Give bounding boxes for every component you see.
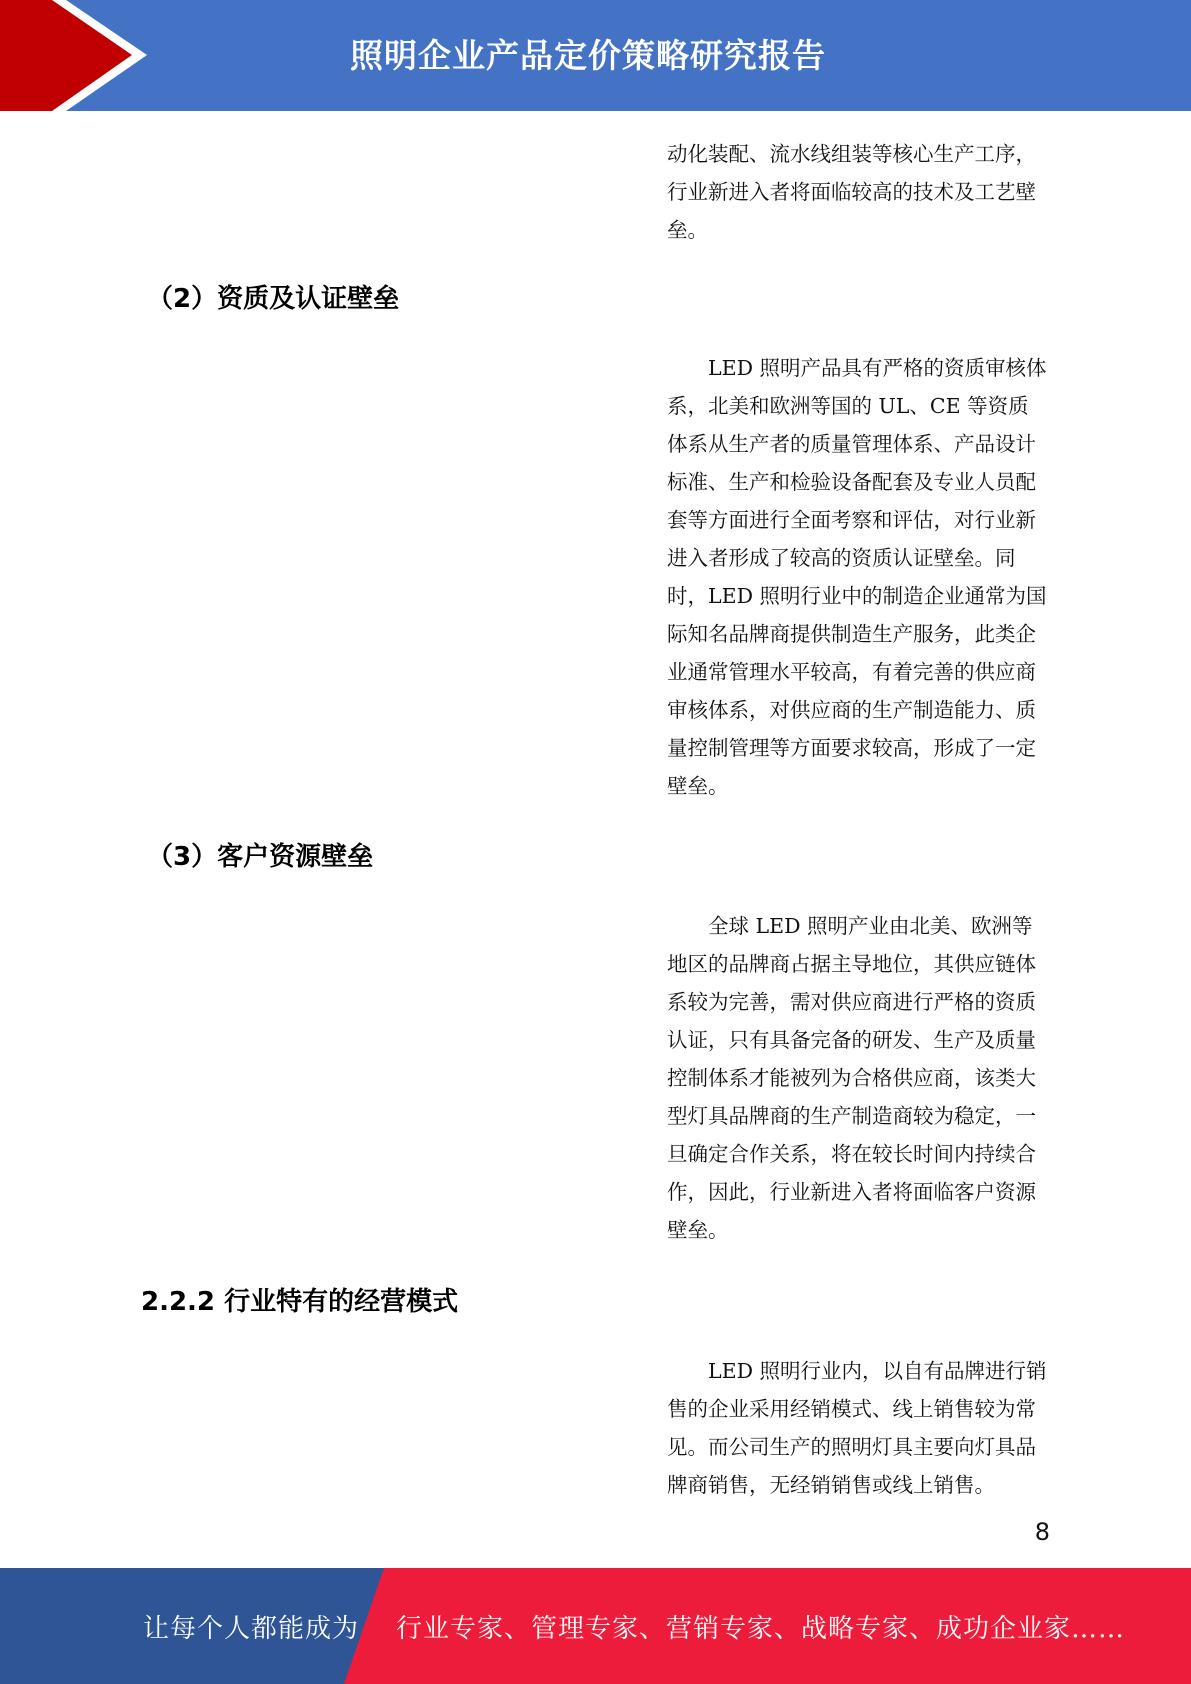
section-heading-business-model: 2.2.2 行业特有的经营模式 xyxy=(141,1287,459,1317)
customer-paragraph xyxy=(667,907,1047,1249)
page-footer xyxy=(0,1568,1191,1684)
page-number: 8 xyxy=(1034,1518,1050,1546)
business-model-paragraph xyxy=(667,1352,1047,1504)
intro-paragraph-tail xyxy=(667,135,1047,249)
header-arrow-icon xyxy=(0,0,160,111)
footer-slogan-right: 行业专家、管理专家、营销专家、战略专家、成功企业家…… xyxy=(396,1614,1126,1644)
header-arrow-fill xyxy=(0,0,132,111)
customer-text: 全球 LED 照明产业由北美、欧洲等地区的品牌商占据主导地位，其供应链体系较为完善，需对供应商进行严格的资质认证，只有具备完备的研发、生产及质量控制体系才能被列为合格供应商，该类大型灯具品牌商的生产制造商较为稳定，一旦确定合作关系，将在较长时间内持续合作，因此，行业新进入者将面临客户资源壁垒。 xyxy=(667,914,1036,1242)
business-model-text: LED 照明行业内，以自有品牌进行销售的企业采用经销模式、线上销售较为常见。而公司生产的照明灯具主要向灯具品牌商销售，无经销销售或线上销售。 xyxy=(667,1359,1047,1497)
section-heading-qualification: （2）资质及认证壁垒 xyxy=(147,284,400,314)
qualification-text: LED 照明产品具有严格的资质审核体系，北美和欧洲等国的 UL、CE 等资质体系从生产者的质量管理体系、产品设计标准、生产和检验设备配套及专业人员配套等方面进行全面考察和评估，对行业新进入者形成了较高的资质认证壁垒。同时，LED 照明行业中的制造企业通常为国际知名品牌商提供制造生产服务，此类企业通常管理水平较高，有着完善的供应商审核体系，对供应商的生产制造能力、质量控制管理等方面要求较高，形成了一定壁垒。 xyxy=(667,356,1047,798)
footer-slogan-left: 让每个人都能成为 xyxy=(143,1614,360,1644)
page-header xyxy=(0,0,1191,111)
intro-text: 动化装配、流水线组装等核心生产工序，行业新进入者将面临较高的技术及工艺壁垒。 xyxy=(667,142,1036,242)
header-title: 照明企业产品定价策略研究报告 xyxy=(350,36,826,75)
qualification-paragraph xyxy=(667,349,1047,805)
section-heading-customer: （3）客户资源壁垒 xyxy=(147,842,374,872)
